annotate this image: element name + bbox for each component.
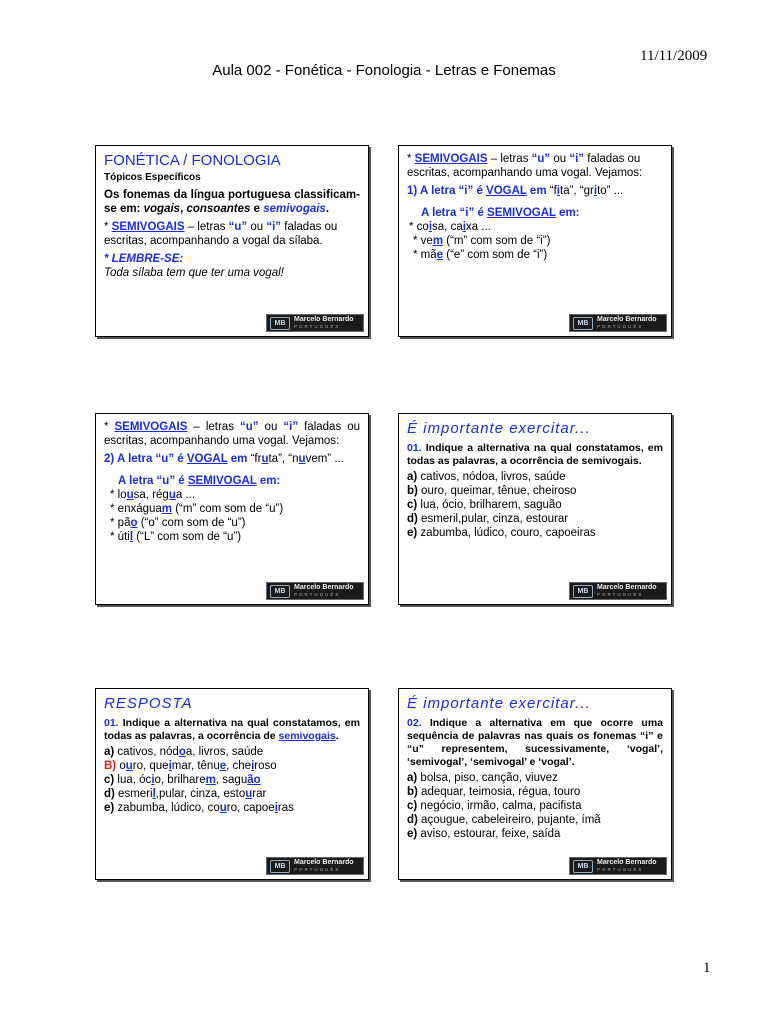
option-letter: a)	[407, 471, 418, 483]
text: ro, capoe	[226, 802, 275, 814]
text: roso	[254, 760, 277, 772]
example-line	[104, 516, 360, 530]
slide-title: RESPOSTA	[104, 695, 193, 712]
text: * pã	[110, 517, 131, 529]
slide-fonetica-fonologia	[95, 145, 369, 337]
rule-text: em	[526, 185, 547, 197]
text: rar	[252, 788, 267, 800]
option-b-correct	[104, 759, 360, 773]
text: sa, rég	[133, 489, 169, 501]
slide-title: É importante exercitar...	[407, 420, 591, 437]
slide-exercicio-01	[398, 413, 672, 605]
text: faladas ou escritas, acompanhando a vogal da sílaba.	[104, 221, 338, 247]
logo-mark-icon: MB	[270, 317, 290, 330]
rule-text: A letra “u” é	[118, 475, 188, 487]
brand-logo	[569, 582, 667, 600]
text: ras	[277, 802, 294, 814]
text: vem” ...	[305, 453, 344, 465]
highlight-letter: ão	[247, 774, 261, 786]
text: * úti	[110, 531, 130, 543]
logo-sub: PORTUGUÊS	[597, 592, 644, 597]
option-b	[407, 484, 663, 498]
highlight-letter: e	[436, 249, 444, 261]
page-date: 11/11/2009	[640, 48, 708, 64]
text: * co	[409, 221, 429, 233]
highlight-letter: u	[168, 489, 176, 501]
option-d	[407, 813, 663, 827]
text: (“m” com som de “u”)	[172, 503, 284, 515]
text: (“o” com som de “u”)	[137, 517, 246, 529]
text: * mã	[413, 249, 437, 261]
example-line	[104, 488, 360, 502]
term-semivogal: SEMIVOGAL	[487, 207, 556, 219]
text: to” ...	[597, 185, 624, 197]
text: ,pular, cinza, esto	[155, 788, 246, 800]
option-letter: e)	[407, 828, 418, 840]
question	[407, 717, 663, 769]
text: , sagu	[215, 774, 248, 786]
text: ro, que	[132, 760, 169, 772]
text: (“m” com som de “i”)	[443, 235, 551, 247]
logo-sub: PORTUGUÊS	[294, 592, 341, 597]
text: “f	[546, 185, 557, 197]
option-letter: d)	[407, 814, 418, 826]
logo-mark-icon: MB	[573, 585, 593, 598]
option-letter: a)	[407, 772, 418, 784]
highlight-letter: m	[205, 774, 216, 786]
text: * ve	[413, 235, 433, 247]
option-c	[407, 498, 663, 512]
example-line	[104, 530, 360, 544]
term-semivogais: SEMIVOGAIS	[114, 421, 188, 433]
option-letter: e)	[104, 802, 115, 814]
question-number: 02.	[407, 717, 422, 729]
option-c	[407, 799, 663, 813]
option-letter: a)	[104, 746, 115, 758]
slide-exercicio-02	[398, 688, 672, 880]
logo-mark-icon: MB	[573, 860, 593, 873]
question	[407, 442, 663, 468]
rule-semivogal	[407, 206, 663, 220]
logo-name: Marcelo Bernardo	[294, 316, 354, 323]
text: – letras	[187, 421, 240, 433]
option-text: esmeril,pular, cinza, estourar	[417, 513, 569, 525]
question-number: 01.	[407, 442, 422, 454]
slide-semivogais-u	[95, 413, 369, 605]
highlight-letter: u	[126, 489, 134, 501]
option-letter: b)	[407, 485, 418, 497]
text: a, livros, saúde	[185, 746, 264, 758]
rule-semivogal	[104, 474, 360, 488]
rule-text: A letra “i” é	[421, 207, 488, 219]
option-text: bolsa, piso, canção, viuvez	[417, 772, 558, 784]
text: a ...	[175, 489, 196, 501]
option-a	[104, 745, 360, 759]
highlight-letter: i	[428, 221, 433, 233]
highlight-letter: i	[593, 185, 598, 197]
highlight-letter: m	[432, 235, 444, 247]
page-number: 1	[703, 960, 711, 976]
fonemas-paragraph	[104, 188, 360, 216]
option-letter: d)	[407, 513, 418, 525]
text: ou	[247, 221, 267, 233]
logo-mark-icon: MB	[270, 860, 290, 873]
semivogais-paragraph	[104, 420, 360, 448]
option-text: açougue, cabeleireiro, pujante, ímã	[417, 814, 601, 826]
brand-logo	[569, 314, 667, 332]
logo-sub: PORTUGUÊS	[597, 324, 644, 329]
option-letter: c)	[407, 499, 418, 511]
text: lua, óc	[114, 774, 152, 786]
option-letter: c)	[104, 774, 115, 786]
text: ou	[258, 421, 284, 433]
letter-u: “u”	[228, 221, 248, 233]
option-text: cativos, nódoa, livros, saúde	[417, 471, 566, 483]
text: (“L” com som de “u”)	[133, 531, 242, 543]
text: faladas ou escritas, acompanhando uma vogal. Vejamos:	[104, 421, 361, 447]
term-consoantes: consoantes	[186, 203, 251, 215]
term-semivogal: SEMIVOGAL	[187, 475, 257, 487]
text: *	[104, 421, 115, 433]
highlight-letter: i	[168, 760, 172, 772]
option-text: adequar, teimosia, régua, touro	[417, 786, 581, 798]
text: o	[116, 760, 126, 772]
highlight-letter: u	[261, 453, 269, 465]
option-c	[104, 773, 360, 787]
slide-subtitle: Tópicos Específicos	[104, 172, 201, 183]
option-d	[104, 787, 360, 801]
term-semivogais: SEMIVOGAIS	[111, 221, 185, 233]
highlight-letter: i	[556, 185, 560, 197]
slide-resposta	[95, 688, 369, 880]
highlight-letter: m	[161, 503, 173, 515]
highlight-letter: u	[125, 760, 133, 772]
text: o, brilhare	[154, 774, 206, 786]
text: xa ...	[465, 221, 491, 233]
text: (“e” com som de “i”)	[443, 249, 548, 261]
logo-sub: PORTUGUÊS	[597, 867, 644, 872]
option-text: aviso, estourar, feixe, saída	[417, 828, 561, 840]
term-semivogais: semivogais	[278, 730, 336, 742]
lembre-text: Toda sílaba tem que ter uma vogal!	[104, 267, 284, 279]
highlight-letter: e	[219, 760, 227, 772]
text: – letras	[487, 153, 532, 165]
letter-i: “i”	[569, 153, 585, 165]
lembre-heading: * LEMBRE-SE:	[104, 253, 184, 265]
option-text: zabumba, lúdico, couro, capoeiras	[417, 527, 596, 539]
highlight-letter: i	[462, 221, 466, 233]
text: .	[325, 203, 330, 215]
logo-name: Marcelo Bernardo	[294, 584, 354, 591]
logo-name: Marcelo Bernardo	[597, 584, 657, 591]
option-text: lua, ócio, brilharem, saguão	[417, 499, 562, 511]
example-line	[104, 502, 360, 516]
text: faladas ou escritas, acompanhando uma vogal. Vejamos:	[407, 153, 643, 179]
rule-vogal	[407, 184, 663, 198]
highlight-letter: o	[130, 517, 138, 529]
question-text: Indique a alternativa na qual constatamos, em todas as palavras, a ocorrência de semivogais.	[407, 442, 663, 467]
question-text: Indique a alternativa em que ocorre uma sequência de palavras nas quais os fonemas “i” e “u” representem, sucessivamente, ‘vogal’, ‘semivogal’, ‘semivogal’ e ‘vogal’.	[407, 717, 663, 768]
option-a	[407, 771, 663, 785]
logo-mark-icon: MB	[573, 317, 593, 330]
highlight-letter: i	[151, 774, 155, 786]
brand-logo	[266, 582, 364, 600]
highlight-letter: i	[274, 802, 278, 814]
text: ta”, “gr	[560, 185, 594, 197]
option-letter: c)	[407, 800, 418, 812]
question-number: 01.	[104, 717, 119, 729]
highlight-letter: l	[129, 531, 134, 543]
page-title: Aula 002 - Fonética - Fonologia - Letras e Fonemas	[212, 62, 556, 79]
option-letter: d)	[104, 788, 115, 800]
text: e	[250, 203, 264, 215]
letter-u: “u”	[239, 421, 259, 433]
text: * lo	[110, 489, 127, 501]
highlight-letter: u	[219, 802, 227, 814]
text: ou	[550, 153, 570, 165]
logo-mark-icon: MB	[270, 585, 290, 598]
highlight-letter: l	[152, 788, 156, 800]
option-text: ouro, queimar, tênue, cheiroso	[417, 485, 577, 497]
option-letter: e)	[407, 527, 418, 539]
logo-name: Marcelo Bernardo	[294, 859, 354, 866]
brand-logo	[266, 314, 364, 332]
rule-text: em:	[256, 475, 281, 487]
text: *	[407, 153, 415, 165]
letter-i: “i”	[283, 421, 299, 433]
brand-logo	[266, 857, 364, 875]
question	[104, 717, 360, 743]
text: sa, ca	[432, 221, 463, 233]
logo-sub: PORTUGUÊS	[294, 324, 341, 329]
letter-u: “u”	[531, 153, 551, 165]
option-e	[407, 827, 663, 841]
semivogais-paragraph	[407, 152, 663, 180]
question-text: Indique a alternativa na qual constatamos, em todas as palavras, a ocorrência de	[104, 717, 360, 742]
text: .	[335, 730, 339, 742]
example-line	[407, 234, 663, 248]
text: mar, tênu	[171, 760, 220, 772]
highlight-letter: u	[298, 453, 306, 465]
term-semivogais: SEMIVOGAIS	[414, 153, 488, 165]
term-vogal: VOGAL	[186, 453, 228, 465]
letter-i: “i”	[266, 221, 282, 233]
option-e	[407, 526, 663, 540]
term-semivogais: semivogais	[263, 203, 326, 215]
logo-name: Marcelo Bernardo	[597, 316, 657, 323]
text: – letras	[184, 221, 229, 233]
text: ta”, “n	[268, 453, 299, 465]
text: cativos, nód	[114, 746, 179, 758]
option-e	[104, 801, 360, 815]
term-vogal: VOGAL	[486, 185, 527, 197]
text: zabumba, lúdico, co	[114, 802, 220, 814]
text: ,	[180, 203, 187, 215]
term-vogais: vogais	[143, 203, 181, 215]
example-line	[407, 248, 663, 262]
rule-text: 2) A letra “u” é	[104, 453, 187, 465]
example-line	[407, 220, 663, 234]
slide-semivogais-i	[398, 145, 672, 337]
rule-text: em:	[555, 207, 580, 219]
option-letter: b)	[407, 786, 418, 798]
text: * enxágua	[110, 503, 162, 515]
rule-vogal	[104, 452, 360, 466]
rule-text: em	[227, 453, 248, 465]
logo-sub: PORTUGUÊS	[294, 867, 341, 872]
text: Os fonemas da língua portuguesa classificam-se em:	[104, 189, 360, 215]
text: “fr	[247, 453, 262, 465]
highlight-letter: u	[245, 788, 253, 800]
rule-text: 1) A letra “i” é	[407, 185, 487, 197]
option-b	[407, 785, 663, 799]
option-text: negócio, irmão, calma, pacifista	[417, 800, 582, 812]
semivogais-paragraph	[104, 220, 360, 248]
slide-title: É importante exercitar...	[407, 695, 591, 712]
logo-name: Marcelo Bernardo	[597, 859, 657, 866]
option-d	[407, 512, 663, 526]
option-letter: B)	[104, 760, 117, 772]
highlight-letter: i	[251, 760, 255, 772]
text: *	[104, 221, 112, 233]
text: esmeri	[114, 788, 153, 800]
brand-logo	[569, 857, 667, 875]
highlight-letter: o	[178, 746, 186, 758]
option-a	[407, 470, 663, 484]
text: , che	[226, 760, 252, 772]
slide-title: FONÉTICA / FONOLOGIA	[104, 152, 281, 169]
